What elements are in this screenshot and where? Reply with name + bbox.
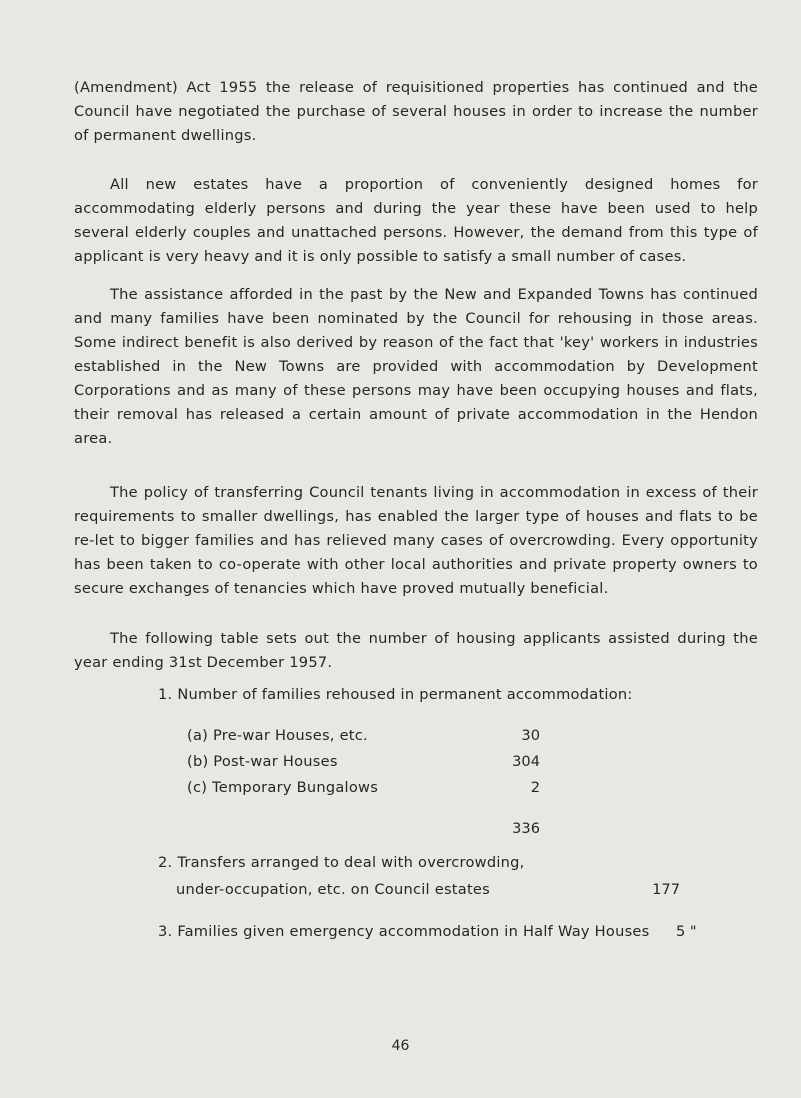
paragraph-4: The policy of transferring Council tenants living in accommodation in excess of their requirements to smaller dwellings, has enabled the larger type of houses and flats to be re-let to bigger families and has relieved many cases of overcrowding. Every opportunity has been taken to co-operate with other local authorities and private property owners to secure exchanges of tenancies which have proved mutually beneficial. [74,484,758,597]
table-item-2-value: 177 [652,881,680,898]
table-item-1-label: 1. Number of families rehoused in permanent accommodation: [158,686,633,703]
paragraph-3: The assistance afforded in the past by the New and Expanded Towns has continued and many families have been nominated by the Council for rehousing in those areas. Some indirect benefit is also derived by reason of the fact that 'key' workers in industries established in the New Towns are provided with accommodation by Development Corporations and as many of these persons may have been occupying houses and flats, their removal has released a certain amount of private accommodation in the Hendon area. [74,286,758,447]
table-subitem-value: 2 [530,779,540,796]
table-item-3-label: 3. Families given emergency accommodation in Half Way Houses [158,923,650,940]
table-item-1-total: 336 [512,820,540,837]
table-subitem-label: (a) Pre-war Houses, etc. [187,727,368,744]
paragraph-1: (Amendment) Act 1955 the release of requisitioned properties has continued and the Council have negotiated the purchase of several houses in order to increase the number of permanent dwellings. [74,79,758,144]
table-subitem-value: 304 [512,753,540,770]
table-item-2-line-1: 2. Transfers arranged to deal with overcrowding, [158,854,525,871]
paragraph-5: The following table sets out the number of housing applicants assisted during the year ending 31st December 1957. [74,630,758,671]
page-number: 46 [391,1038,410,1054]
table-subitem-label: (b) Post-war Houses [187,753,338,770]
table-item-3-value: 5 " [676,923,697,940]
table-subitem-value: 30 [521,727,540,744]
table-item-2-line-2: under-occupation, etc. on Council estates [176,881,491,898]
table-subitem-label: (c) Temporary Bungalows [187,779,379,796]
paragraph-2: All new estates have a proportion of conveniently designed homes for accommodating elderly persons and during the year these have been used to help several elderly couples and unattached persons. However, the demand from this type of applicant is very heavy and it is only possible to satisfy a small number of cases. [74,176,758,265]
